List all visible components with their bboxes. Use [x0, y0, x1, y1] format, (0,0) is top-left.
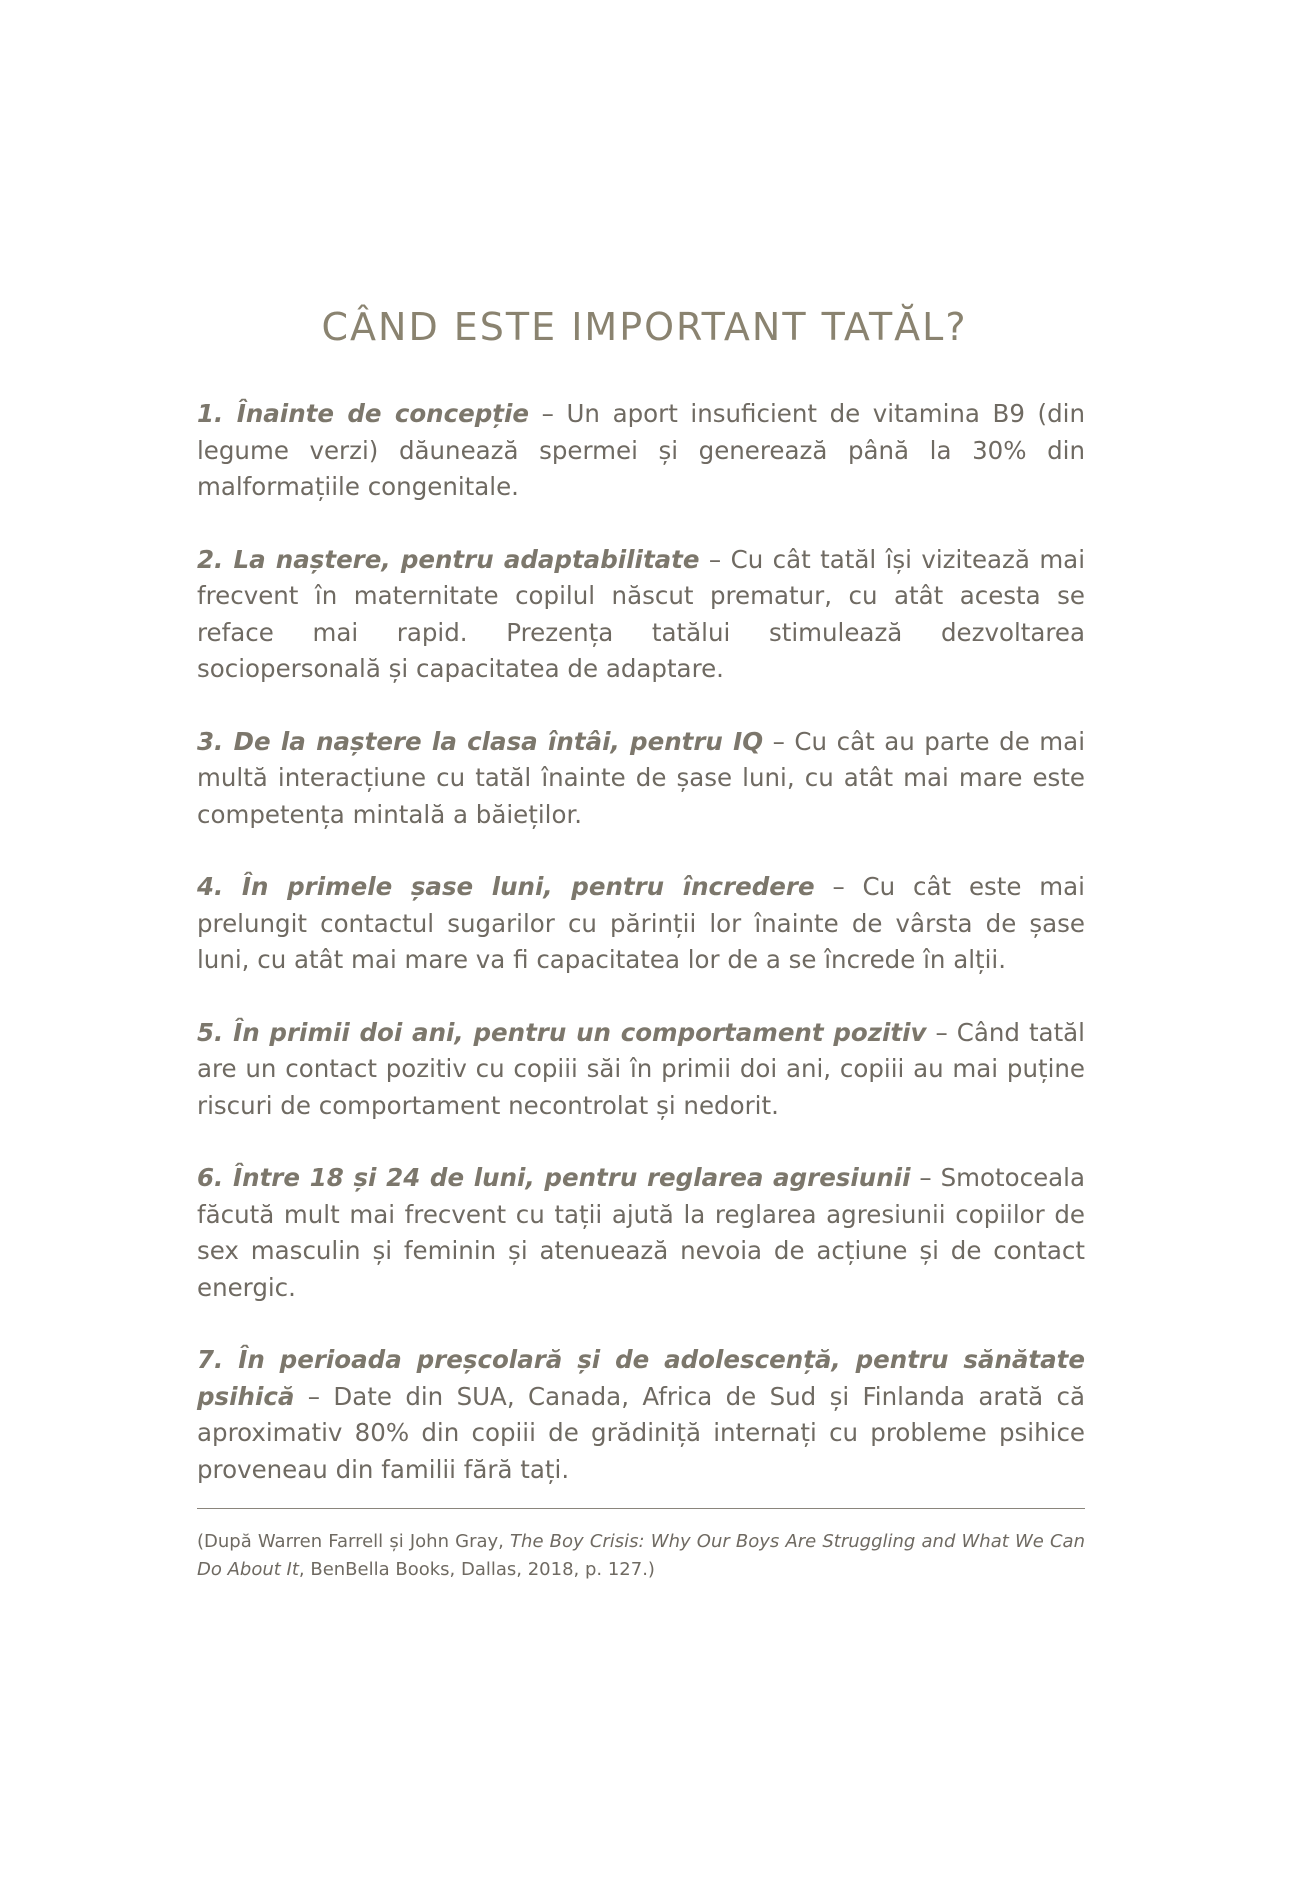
item-heading: 5. În primii doi ani, pentru un comportament pozitiv: [197, 1017, 927, 1047]
item-text: – Smotoceala făcută mult mai frecvent cu tații ajută la reglarea agresiunii copiilor de sex masculin și feminin și atenuează nevoia de acțiune și de contact energic.: [197, 1163, 1085, 1302]
item-heading: 2. La naștere, pentru adaptabilitate: [197, 544, 700, 574]
item-text: – Cu cât tatăl își vizitează mai frecvent în maternitate copilul născut prematur, cu atât acesta se reface mai rapid. Prezența tatălui stimulează dezvoltarea sociopersonală și capacitatea de adaptare.: [197, 544, 1086, 683]
item-text: – Date din SUA, Canada, Africa de Sud și Finlanda arată că aproximativ 80% din copiii de grădiniță internați cu probleme psihice proveneau din familii fără tați.: [197, 1381, 1085, 1484]
item-text: – Când tatăl are un contact pozitiv cu copiii săi în primii doi ani, copiii au mai puține riscuri de comportament necontrolat și nedorit.: [197, 1017, 1085, 1120]
item-heading: 1. Înainte de concepție: [197, 399, 530, 428]
footnote-divider: [197, 1508, 1085, 1509]
citation-prefix: (După Warren Farrell și John Gray,: [197, 1531, 511, 1552]
page-title: CÂND ESTE IMPORTANT TATĂL?: [321, 305, 968, 349]
source-citation: [197, 1528, 1085, 1584]
item-list: [197, 396, 1085, 1524]
item-text: – Cu cât au parte de mai multă interacțiune cu tatăl înainte de șase luni, cu atât mai mare este competența mintală a băieților.: [197, 726, 1085, 829]
citation-suffix: , BenBella Books, Dallas, 2018, p. 127.): [298, 1559, 655, 1580]
item-heading: 6. Între 18 și 24 de luni, pentru reglarea agresiunii: [197, 1163, 911, 1192]
list-item: [197, 869, 1085, 979]
list-item: [197, 1342, 1085, 1488]
item-heading: 7. În perioada preșcolară și de adolescență, pentru sănătate psihică: [197, 1345, 1085, 1411]
item-text: – Cu cât este mai prelungit contactul sugarilor cu părinții lor înainte de vârsta de șase luni, cu atât mai mare va fi capacitatea lor de a se încrede în alții.: [197, 872, 1085, 974]
list-item: [197, 724, 1085, 834]
list-item: [197, 396, 1085, 506]
list-item: [197, 542, 1085, 688]
citation-book-title: The Boy Crisis: Why Our Boys Are Struggling and What We Can Do About It: [197, 1531, 1085, 1580]
list-item: [197, 1160, 1085, 1306]
item-heading: 4. În primele șase luni, pentru încredere: [197, 872, 815, 901]
item-text: – Un aport insuficient de vitamina B9 (din legume verzi) dăunează spermei și generează până la 30% din malformațiile congenitale.: [197, 399, 1085, 501]
list-item: [197, 1015, 1085, 1125]
item-heading: 3. De la naștere la clasa întâi, pentru IQ: [197, 726, 764, 756]
